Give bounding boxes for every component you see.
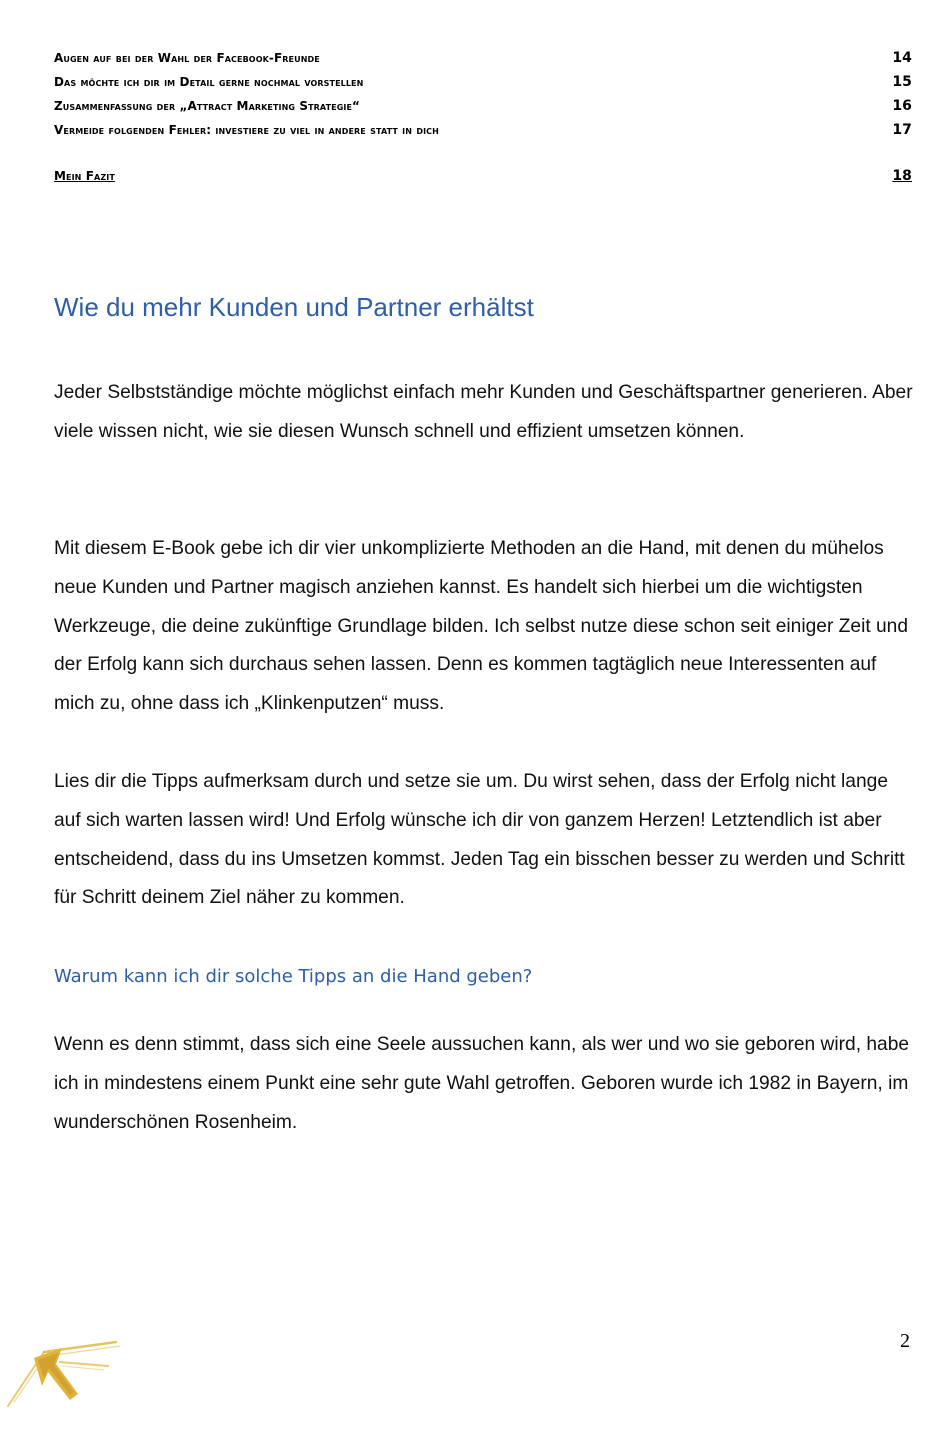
body-paragraph: Mit diesem E-Book gebe ich dir vier unkomplizierte Methoden an die Hand, mit denen du mühelos neue Kunden und Partner magisch anziehen kannst. Es handelt sich hierbei um die wichtigsten Werkzeuge, die deine zukünftige Grundlage bilden. Ich selbst nutze diese schon seit einiger Zeit und der Erfolg kann sich durchaus sehen lassen. Denn es kommen tagtäglich neue Interessenten auf mich zu, ohne dass ich „Klinkenputzen“ muss.: [54, 538, 909, 715]
toc-entry-page: 17: [892, 122, 912, 138]
subsection-heading: Warum kann ich dir solche Tipps an die Hand geben?: [54, 966, 533, 987]
body-paragraph: Wenn es denn stimmt, dass sich eine Seele aussuchen kann, als wer und wo sie geboren wird, habe ich in mindestens einem Punkt eine sehr gute Wahl getroffen. Geboren wurde ich 1982 in Bayern, im wunderschönen Rosenheim.: [54, 1034, 910, 1133]
toc-entry-title: Zusammenfassung der „Attract Marketing Strategie“: [54, 99, 361, 113]
toc-entry-title: Augen auf bei der Wahl der Facebook-Freunde: [54, 51, 320, 65]
toc-entry[interactable]: [54, 122, 912, 146]
page-number: 2: [900, 1330, 910, 1352]
table-of-contents: [54, 50, 912, 192]
toc-entry[interactable]: [54, 74, 912, 98]
toc-entry-page: 15: [892, 74, 912, 90]
body-paragraph: Jeder Selbstständige möchte möglichst einfach mehr Kunden und Geschäftspartner generieren. Aber viele wissen nicht, wie sie diesen Wunsch schnell und effizient umsetzen können.: [54, 382, 913, 442]
toc-entry[interactable]: [54, 50, 912, 74]
section-heading: Wie du mehr Kunden und Partner erhältst: [54, 292, 534, 322]
gold-brush-logo-icon: [4, 1336, 122, 1408]
toc-entry-page: 16: [892, 98, 912, 114]
toc-entry[interactable]: [54, 98, 912, 122]
toc-entry-title: Vermeide folgenden Fehler: investiere zu viel in andere statt in dich: [54, 123, 439, 137]
toc-entry-title: Das möchte ich dir im Detail gerne nochmal vorstellen: [54, 75, 364, 89]
toc-entry-title: Mein Fazit: [54, 169, 115, 183]
body-paragraph: Lies dir die Tipps aufmerksam durch und setze sie um. Du wirst sehen, dass der Erfolg nicht lange auf sich warten lassen wird! Und Erfolg wünsche ich dir von ganzem Herzen! Letztendlich ist aber entscheidend, dass du ins Umsetzen kommst. Jeden Tag ein bisschen besser zu werden und Schritt für Schritt deinem Ziel näher zu kommen.: [54, 771, 905, 909]
toc-entry-page: 18: [892, 168, 912, 184]
toc-entry-major[interactable]: [54, 168, 912, 192]
toc-entry-page: 14: [892, 50, 912, 66]
